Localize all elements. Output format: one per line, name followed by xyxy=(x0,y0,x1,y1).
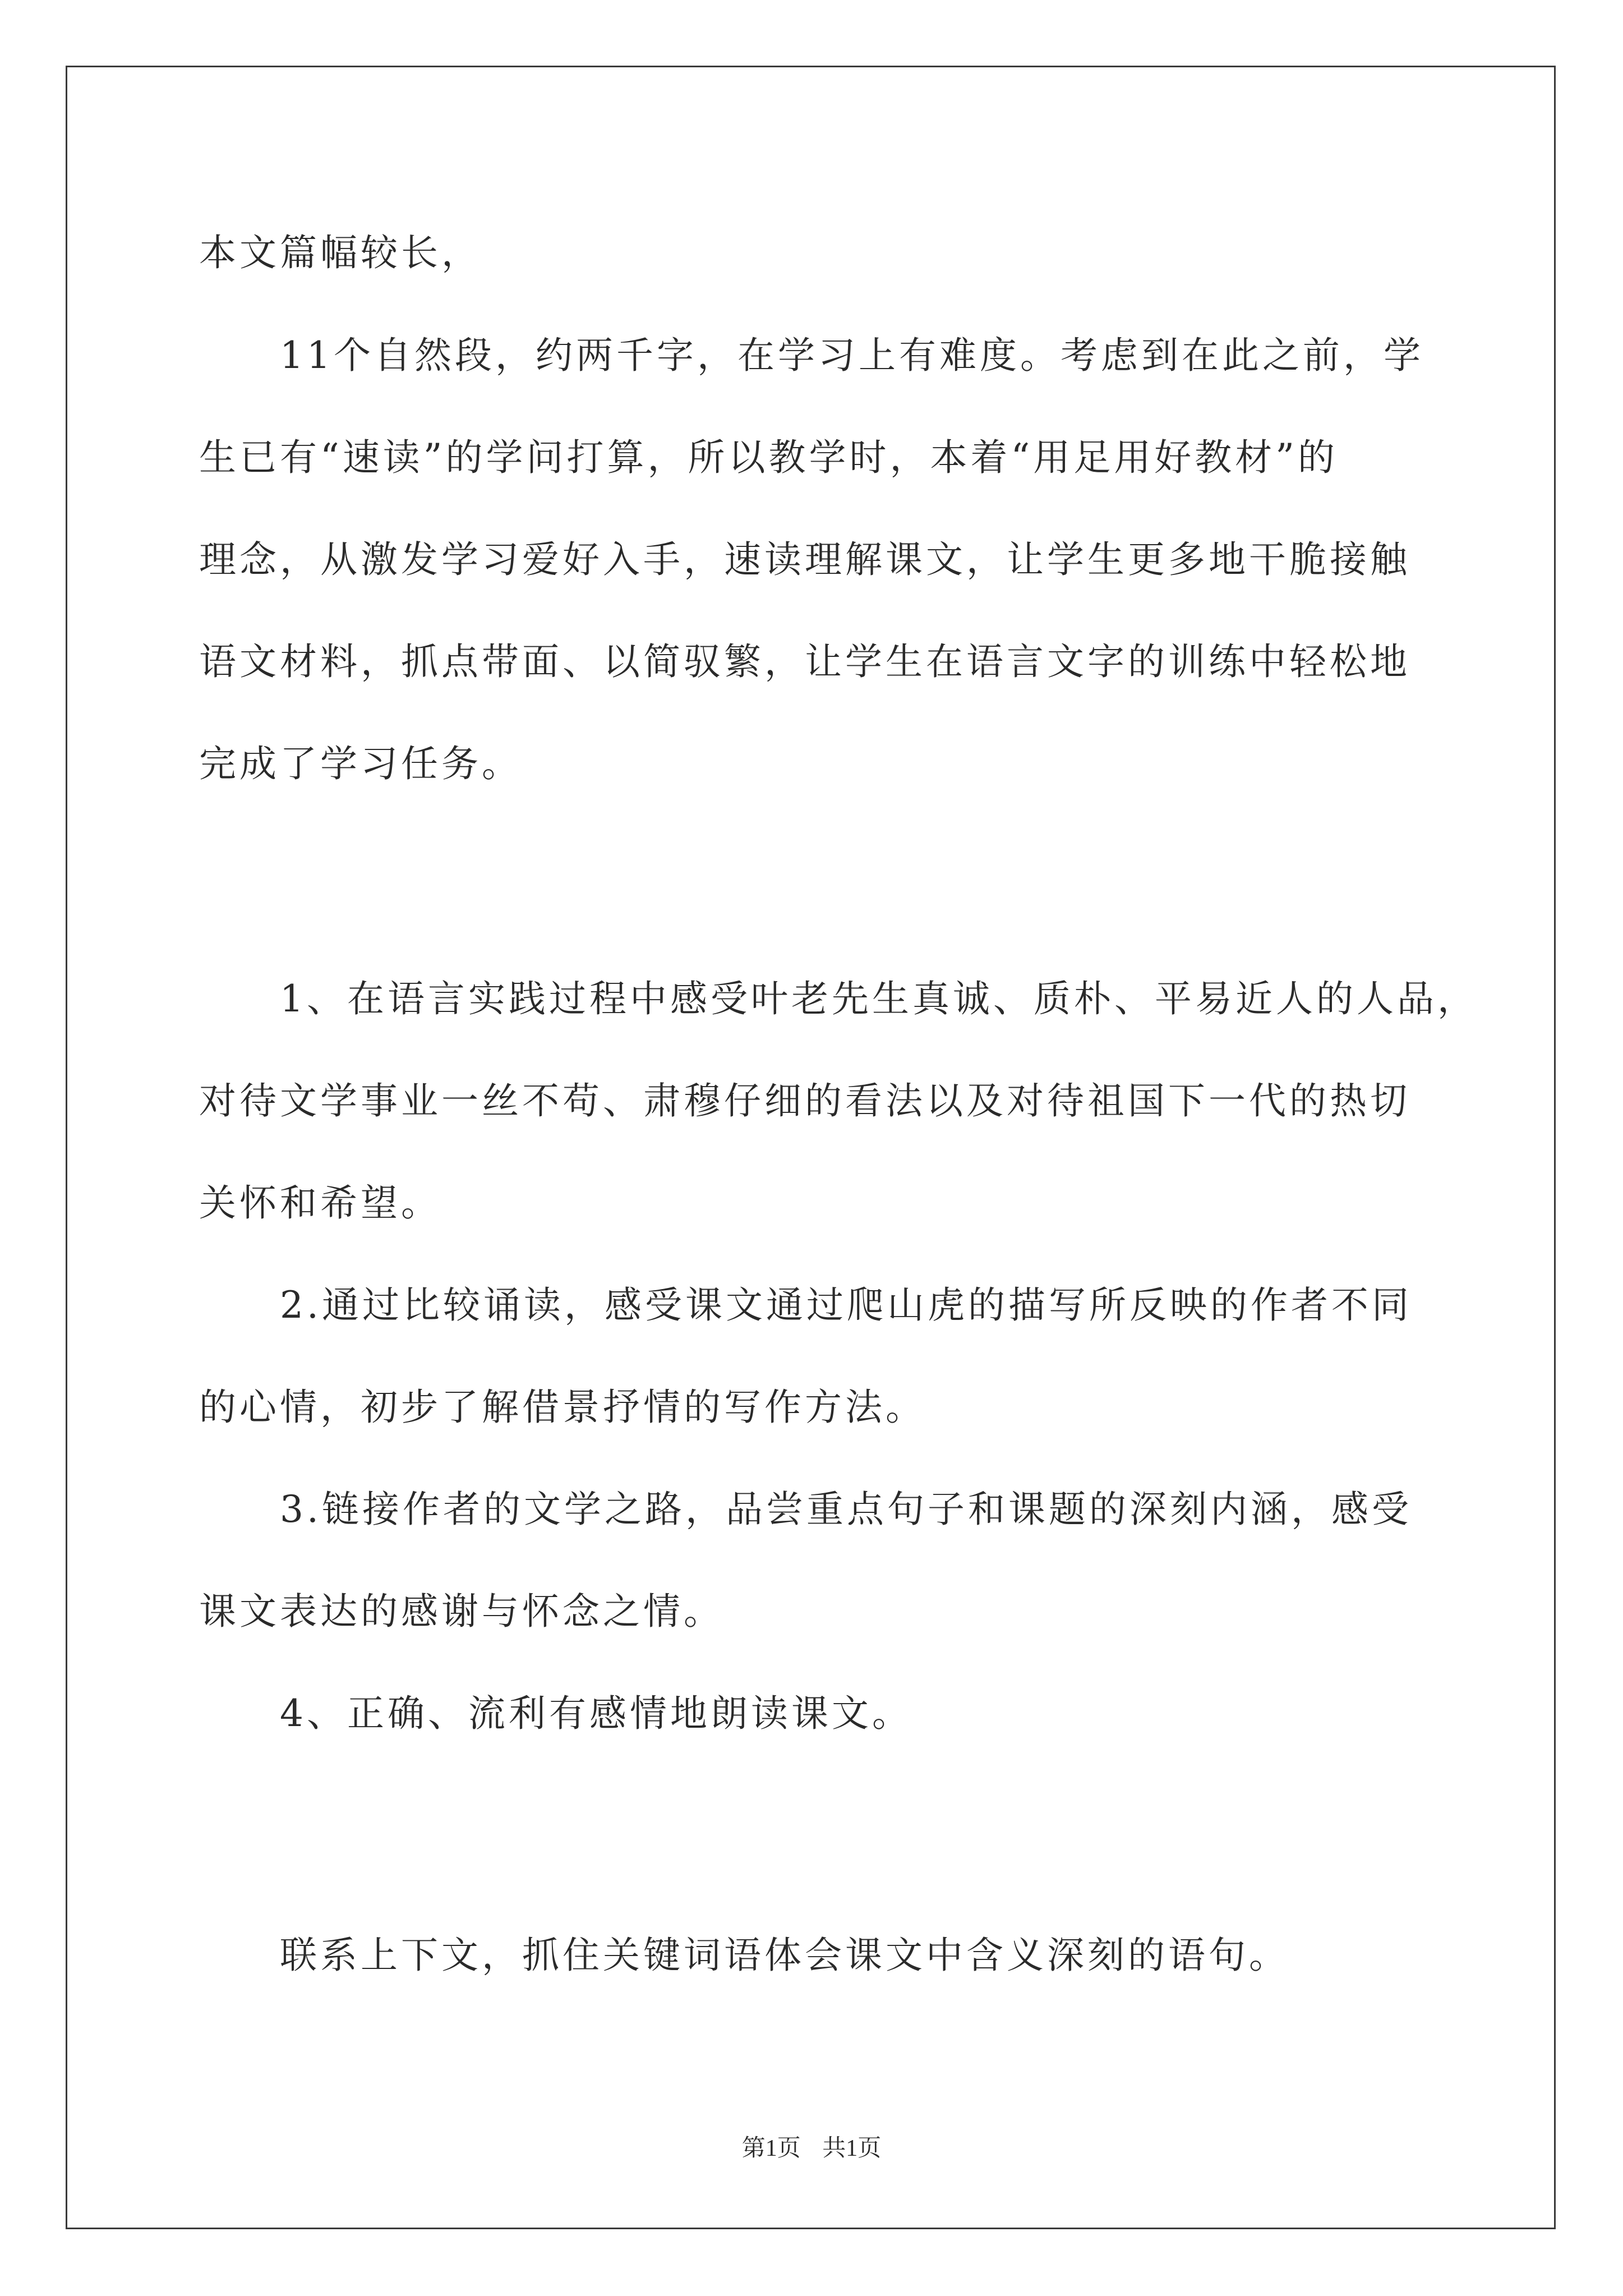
page-footer xyxy=(0,2129,1623,2163)
text-line: 课文表达的感谢与怀念之情。 xyxy=(199,1590,724,1633)
paragraph-key-point xyxy=(199,1904,1433,2007)
text-line: 2.通过比较诵读，感受课文通过爬山虎的描写所反映的作者不同 xyxy=(199,1283,1412,1327)
text-line: 理念，从激发学习爱好入手，速读理解课文，让学生更多地干脆接触 xyxy=(199,538,1410,581)
text-line: 的心情，初步了解借景抒情的写作方法。 xyxy=(199,1386,926,1429)
paragraph-intro xyxy=(199,202,1433,304)
page-number: 第1页 xyxy=(741,2136,801,2161)
text-line: 3.链接作者的文学之路，品尝重点句子和课题的深刻内涵，感受 xyxy=(199,1488,1412,1531)
text-line: 1、在语言实践过程中感受叶老先生真诚、质朴、平易近人的人品， xyxy=(199,977,1478,1020)
text-line: 对待文学事业一丝不苟、肃穆仔细的看法以及对待祖国下一代的热切 xyxy=(199,1079,1410,1122)
text-line: 语文材料，抓点带面、以简驭繁，让学生在语言文字的训练中轻松地 xyxy=(199,640,1410,683)
text-line: 4、正确、流利有感情地朗读课文。 xyxy=(199,1692,912,1735)
text-line: 关怀和希望。 xyxy=(199,1181,441,1225)
text-line: 联系上下文，抓住关键词语体会课文中含义深刻的语句。 xyxy=(199,1934,1289,1977)
paragraph-goal-3 xyxy=(199,1458,1433,1663)
text-line: 本文篇幅较长， xyxy=(199,231,482,274)
paragraph-goal-1 xyxy=(199,948,1478,1254)
page-total: 共1页 xyxy=(822,2136,882,2161)
paragraph-overview xyxy=(199,305,1433,815)
paragraph-goal-2 xyxy=(199,1254,1433,1458)
text-line: 完成了学习任务。 xyxy=(199,742,522,785)
paragraph-goal-4 xyxy=(199,1663,1433,1765)
text-line: 11个自然段，约两千字，在学习上有难度。考虑到在此之前，学 xyxy=(199,334,1424,377)
text-line: 生已有“速读”的学问打算，所以教学时，本着“用足用好教材”的 xyxy=(199,436,1338,479)
